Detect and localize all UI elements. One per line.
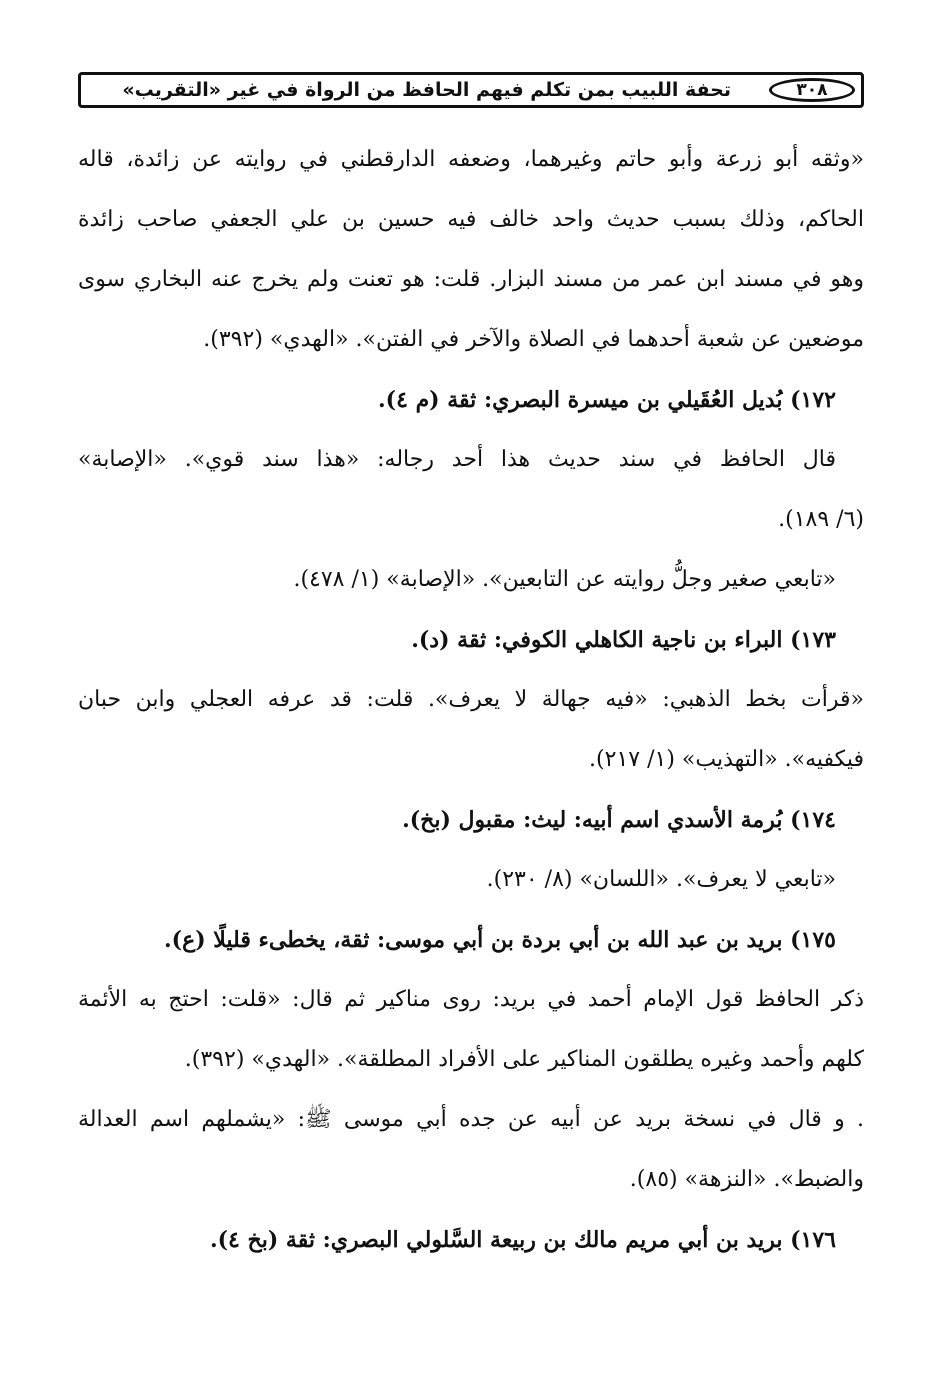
narrator-entry-172: ١٧٢) بُديل العُقَيلي بن ميسرة البصري: ثقة (م ٤).: [378, 387, 836, 413]
paragraph: [78, 850, 864, 910]
text-line: «تابعي صغير وجلُّ روايته عن التابعين». «الإصابة» (١/ ٤٧٨).: [293, 567, 836, 592]
paragraph: [78, 550, 864, 610]
text-line: كلهم وأحمد وغيره يطلقون المناكير على الأفراد المطلقة». «الهدي» (٣٩٢).: [184, 1047, 864, 1072]
paragraph: [78, 1090, 864, 1210]
text-line: (٦/ ١٨٩).: [778, 507, 864, 532]
narrator-entry-174: ١٧٤) بُرمة الأسدي اسم أبيه: ليث: مقبول (بخ).: [402, 807, 836, 833]
paragraph: [78, 130, 864, 370]
text-line: الحاكم، وذلك بسبب حديث واحد خالف فيه حسين بن علي الجعفي صاحب زائدة: [78, 207, 864, 232]
narrator-entry-175: ١٧٥) بريد بن عبد الله بن أبي بردة بن أبي موسى: ثقة، يخطىء قليلًا (ع).: [164, 927, 836, 953]
text-line: موضعين عن شعبة أحدهما في الصلاة والآخر في الفتن». «الهدي» (٣٩٢).: [203, 327, 864, 352]
text-line: فيكفيه». «التهذيب» (١/ ٢١٧).: [589, 747, 864, 772]
book-title: تحفة اللبيب بمن تكلم فيهم الحافظ من الرواة في غير «التقريب»: [122, 79, 731, 101]
text-line: قال الحافظ في سند حديث هذا أحد رجاله: «هذا سند قوي». «الإصابة»: [78, 447, 836, 472]
text-line: ذكر الحافظ قول الإمام أحمد في بريد: روى مناكير ثم قال: «قلت: احتج به الأئمة: [78, 987, 864, 1012]
text-line: «قرأت بخط الذهبي: «فيه جهالة لا يعرف». قلت: قد عرفه العجلي وابن حبان: [78, 687, 864, 712]
page-number: ٣٠٨: [769, 78, 855, 102]
running-header: [78, 72, 864, 108]
text-line: «تابعي لا يعرف». «اللسان» (٨/ ٢٣٠).: [486, 867, 836, 892]
text-line: «وثقه أبو زرعة وأبو حاتم وغيرهما، وضعفه الدارقطني في روايته عن زائدة، قاله: [78, 147, 864, 172]
text-line: وهو في مسند ابن عمر من مسند البزار. قلت: هو تعنت ولم يخرج عنه البخاري سوى: [78, 267, 864, 292]
text-line: والضبط». «النزهة» (٨٥).: [629, 1167, 864, 1192]
narrator-entry-173: ١٧٣) البراء بن ناجية الكاهلي الكوفي: ثقة (د).: [411, 627, 836, 653]
paragraph: [78, 430, 864, 550]
text-line: . و قال في نسخة بريد عن أبيه عن جده أبي موسى ﷺ: «يشملهم اسم العدالة: [78, 1107, 864, 1132]
page-body: [78, 130, 864, 1270]
paragraph: [78, 970, 864, 1090]
narrator-entry-176: ١٧٦) بريد بن أبي مريم مالك بن ربيعة السَّلولي البصري: ثقة (بخ ٤).: [209, 1227, 836, 1253]
paragraph: [78, 670, 864, 790]
